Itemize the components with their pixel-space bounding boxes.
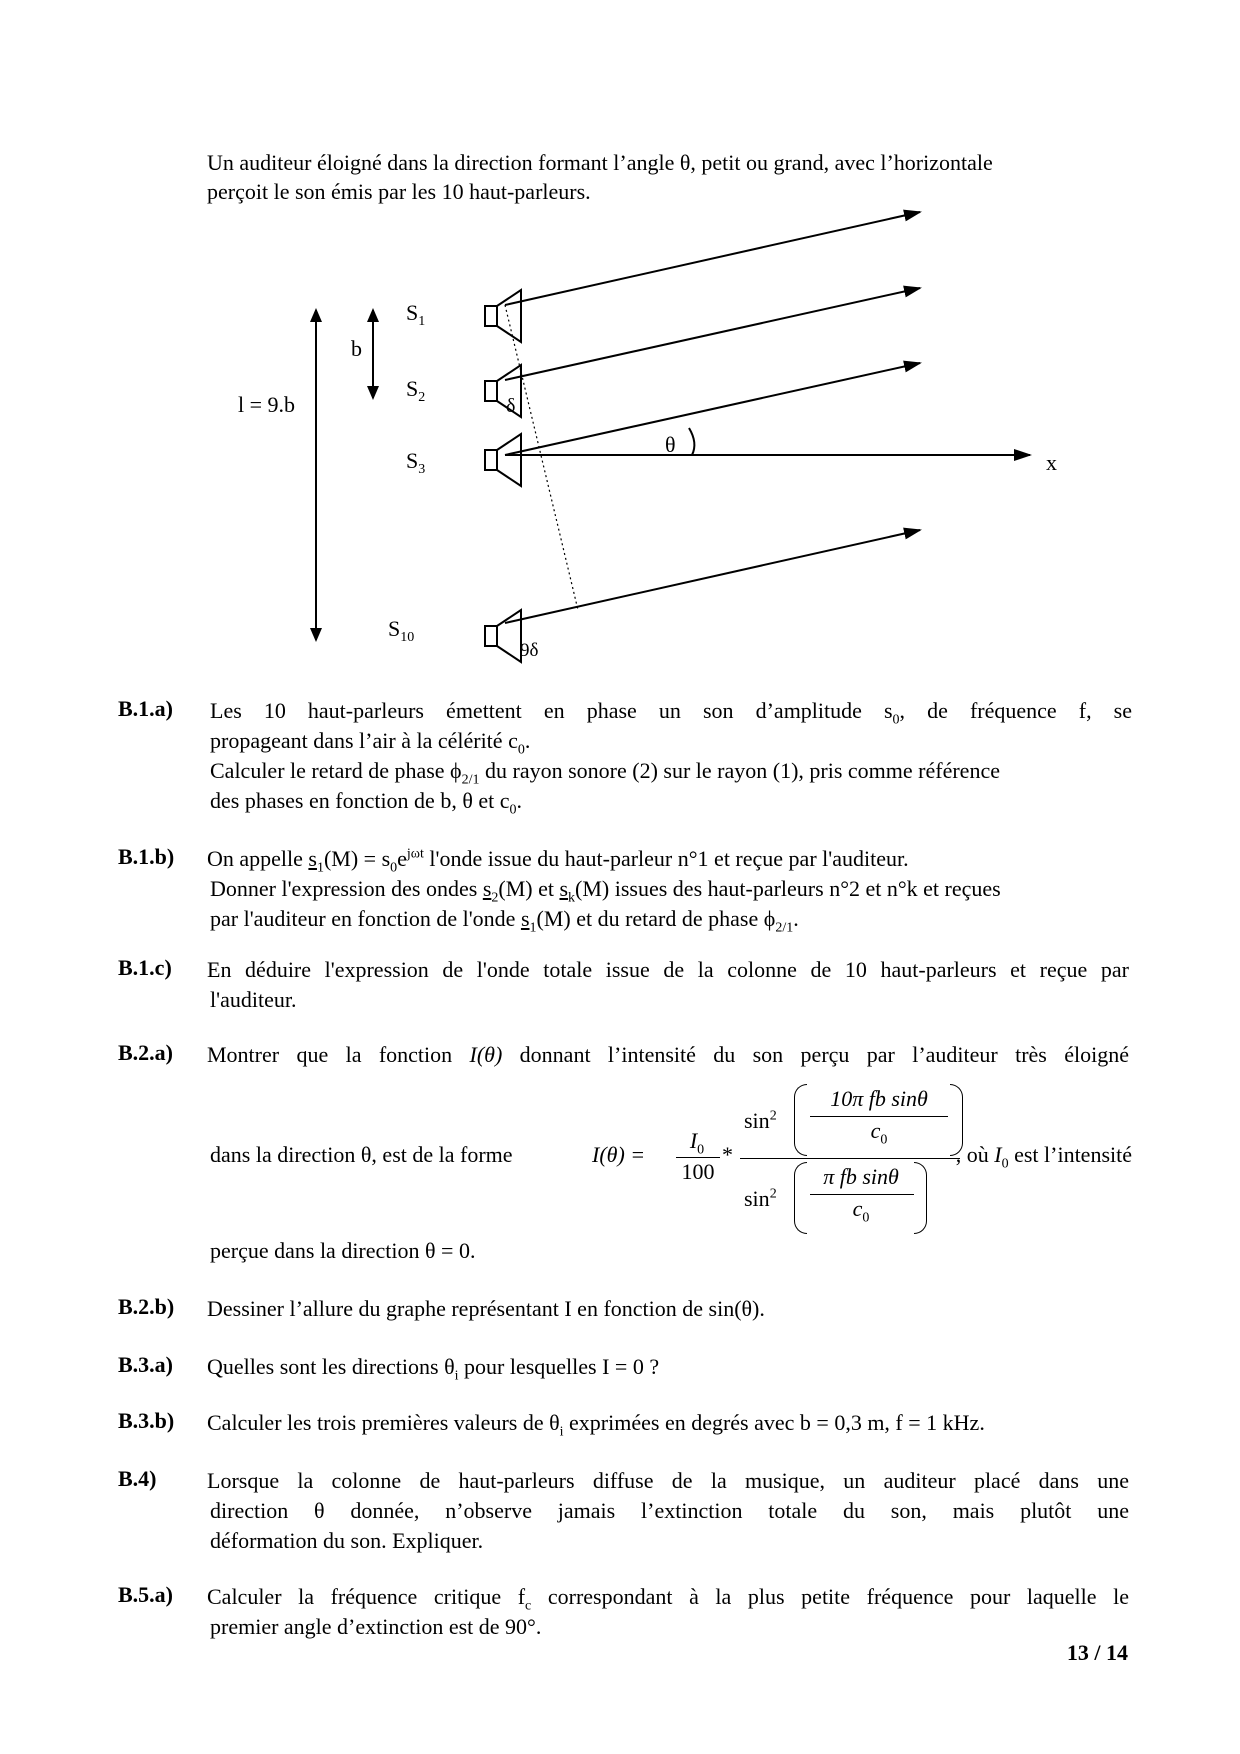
question-label: B.1.b)	[118, 844, 175, 869]
question-label: B.2.a)	[118, 1040, 173, 1065]
question-text: Montrer que la fonction I(θ) donnant l’intensité du son perçu par l’auditeur très éloigné	[207, 1042, 1129, 1067]
paren-right	[914, 1162, 927, 1234]
ray-2	[505, 288, 920, 380]
formula-trailing: , où $I_0$ est l’intensité	[955, 1142, 1132, 1172]
formula-intro: dans la direction θ, est de la forme	[210, 1142, 513, 1167]
question-text: En déduire l'expression de l'onde totale issue de la colonne de 10 haut-parleurs et reçue par l'auditeur.	[207, 957, 1129, 1012]
formula-c0: $c_0$	[852, 1196, 870, 1226]
question-text: Calculer les trois premières valeurs de $\theta_i$ exprimées en degrés avec b = 0,3 m, f = 1 kHz.	[207, 1410, 985, 1440]
formula-i0: $I_0$	[689, 1128, 705, 1158]
question-text: Dessiner l’allure du graphe représentant I en fonction de sin(θ).	[207, 1296, 765, 1321]
label-delta: δ	[506, 395, 516, 417]
question-text: Quelles sont les directions $\theta_i$ pour lesquelles I = 0 ?	[207, 1354, 660, 1384]
question-label: B.2.b)	[118, 1294, 175, 1319]
formula-num-arg: 10π fb sinθ	[830, 1086, 928, 1111]
question-label: B.4)	[118, 1466, 157, 1491]
formula-lhs: I(θ) =	[592, 1142, 646, 1167]
label-b: b	[351, 336, 362, 361]
page-number: 13 / 14	[1066, 1640, 1128, 1665]
wavefront-dotted-line	[505, 305, 578, 610]
label-s1: $S_1$	[406, 300, 426, 329]
formula-inner-bar	[810, 1194, 914, 1195]
speaker-s10-icon	[485, 610, 521, 662]
formula-small-bar	[676, 1157, 720, 1158]
intro-line-1: Un auditeur éloigné dans la direction formant l’angle θ, petit ou grand, avec l’horizontale	[207, 150, 993, 175]
formula-denominator	[744, 1162, 1004, 1234]
question-label: B.3.b)	[118, 1408, 175, 1433]
question-label: B.1.a)	[118, 696, 173, 721]
ray-1	[505, 212, 920, 305]
formula-inner-bar	[810, 1116, 948, 1117]
question-text: Lorsque la colonne de haut-parleurs diffuse de la musique, un auditeur placé dans une direction θ donnée, n’observe jamais l’extinction totale du son, mais plutôt une déformation du son. Expliquer.	[207, 1468, 1129, 1553]
label-s2: $S_2$	[406, 376, 426, 405]
label-s10: $S_{10}$	[388, 616, 415, 645]
formula-outro: perçue dans la direction θ = 0.	[210, 1238, 476, 1263]
speaker-s1-icon	[485, 290, 521, 342]
label-length: l = 9.b	[238, 392, 296, 417]
ray-10	[505, 530, 920, 623]
question-label: B.5.a)	[118, 1582, 173, 1607]
formula-star: *	[722, 1142, 733, 1167]
label-theta: θ	[665, 432, 676, 457]
question-text: On appelle $s_1(M) = s_0e^{j\omega t}$ l'onde issue du haut-parleur n°1 et reçue par l'auditeur. Donner l'expression des ondes $s_2(M)$ et $s_k(M)$ issues des haut-parleurs n°2 et n°k et reçues par l'auditeur en fonction de l'onde $s_1(M)$ et du retard de phase $\phi_{2/1}$.	[207, 846, 1001, 936]
theta-arc	[689, 428, 694, 455]
formula-100: 100	[681, 1159, 715, 1184]
question-b2a	[118, 1040, 1132, 1263]
question-text: Calculer la fréquence critique $f_c$ correspondant à la plus petite fréquence pour laquelle le premier angle d’extinction est de 90°.	[207, 1584, 1129, 1639]
formula-c0: $c_0$	[870, 1118, 888, 1148]
label-x: x	[1046, 450, 1057, 475]
question-label: B.1.c)	[118, 955, 172, 980]
formula-sin: $\sin^2$	[744, 1186, 777, 1211]
ray-3	[505, 363, 920, 455]
formula-den-arg: π fb sinθ	[823, 1164, 899, 1189]
formula-sin: $\sin^2$	[744, 1108, 777, 1133]
speaker-s3-icon	[485, 434, 521, 486]
speaker-array-diagram	[0, 0, 1240, 700]
label-s3: $S_3$	[406, 448, 426, 477]
intro-line-2: perçoit le son émis par les 10 haut-parleurs.	[207, 179, 591, 204]
speaker-s2-icon	[485, 365, 521, 417]
question-text: Les 10 haut-parleurs émettent en phase un son d’amplitude $s_0$, de fréquence f, se propageant dans l’air à la célérité $c_0$. Calculer le retard de phase $\phi_{2/1}$ du rayon sonore (2) sur le rayon (1), pris comme référence des phases en fonction de b, θ et $c_0$.	[210, 698, 1132, 818]
question-label: B.3.a)	[118, 1352, 173, 1377]
label-9delta: 9δ	[520, 640, 539, 661]
